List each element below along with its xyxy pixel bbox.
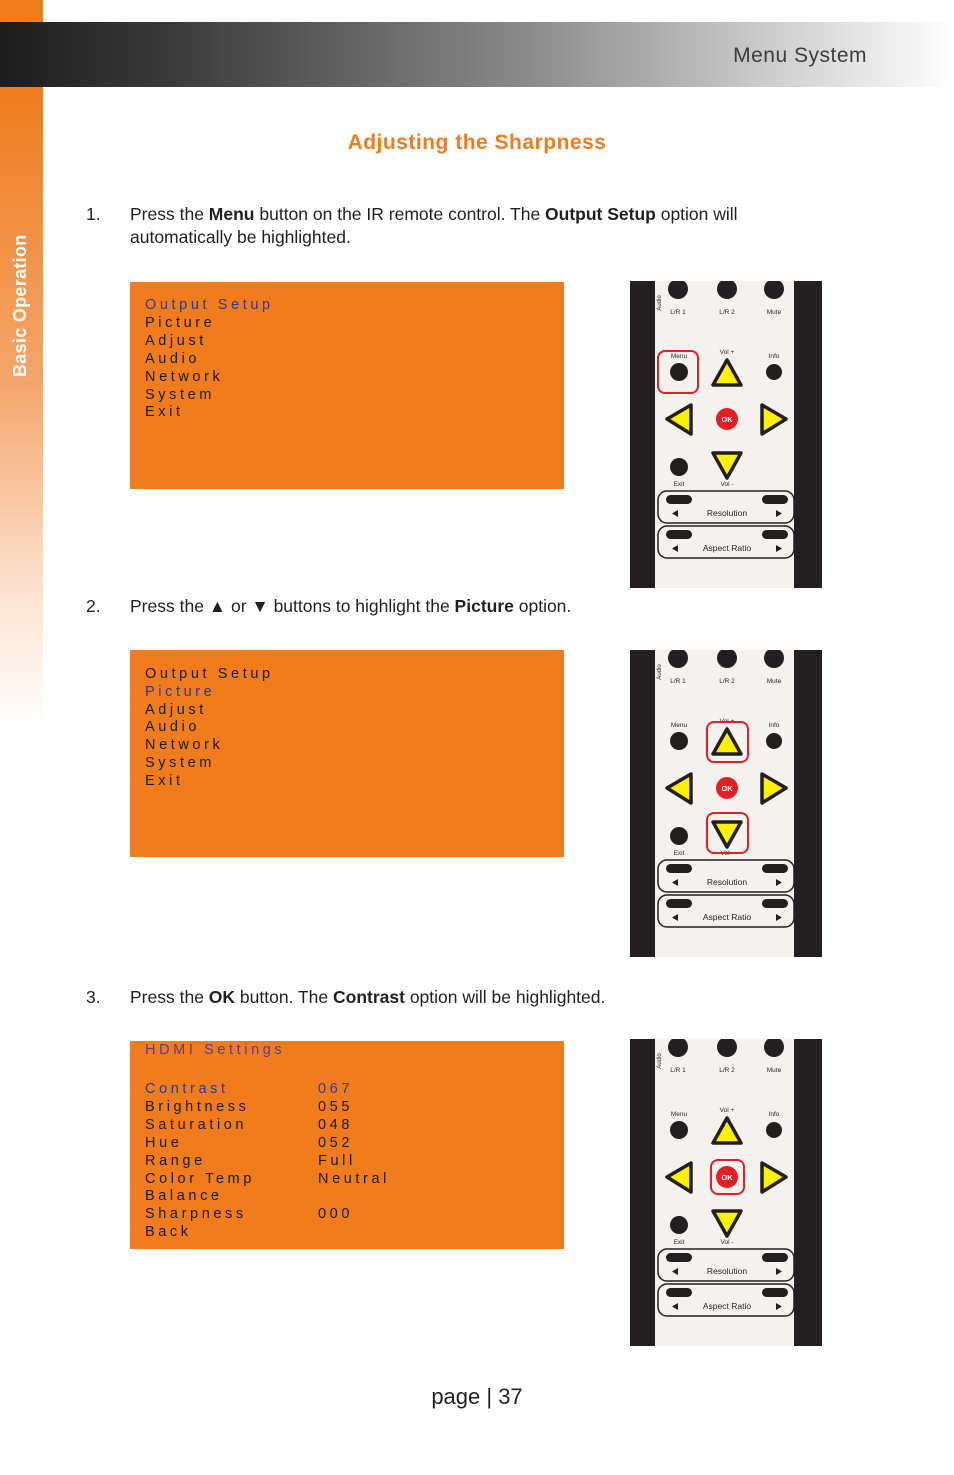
remote-label-lr2: L/R 2 — [719, 1067, 735, 1074]
remote-label-lr1: L/R 1 — [670, 309, 686, 316]
setting-label: Contrast — [145, 1081, 229, 1097]
setting-label: Balance — [145, 1188, 223, 1204]
step-number: 1. — [86, 204, 101, 224]
remote-label-exit: Exit — [673, 481, 685, 488]
remote-label-mute: Mute — [766, 1067, 782, 1074]
remote-svg — [630, 281, 822, 588]
setting-label: Color Temp — [145, 1171, 255, 1187]
screen-title: HDMI Settings — [145, 1042, 286, 1058]
remote-button — [762, 864, 788, 873]
menu-item: Adjust — [145, 702, 207, 718]
header-title: Menu System — [733, 44, 867, 67]
bold-term: Contrast — [333, 987, 405, 1007]
remote-label-mute: Mute — [766, 678, 782, 685]
menu-item: Network — [145, 737, 224, 753]
remote-menu-button — [670, 1121, 688, 1139]
menu-item: System — [145, 387, 215, 403]
remote-button — [666, 864, 692, 873]
remote-control-image — [630, 1039, 822, 1346]
remote-label-ok: OK — [721, 784, 733, 793]
remote-menu-button — [670, 732, 688, 750]
remote-label-lr2: L/R 2 — [719, 309, 735, 316]
sidebar-tab — [0, 87, 43, 732]
text-span: option will be highlighted. — [404, 987, 606, 1007]
remote-label-ok: OK — [721, 1173, 733, 1182]
remote-button — [666, 1288, 692, 1297]
step-text — [130, 595, 830, 618]
remote-exit-button — [670, 827, 688, 845]
remote-label-exit: Exit — [673, 1239, 685, 1246]
remote-info-button — [766, 1122, 782, 1138]
remote-label-audio: Audio — [657, 664, 663, 680]
menu-item: Exit — [145, 773, 184, 789]
setting-label: Brightness — [145, 1099, 250, 1115]
remote-label-menu: Menu — [670, 1111, 688, 1118]
remote-label-voldown: Vol - — [720, 481, 734, 488]
remote-body — [655, 1039, 794, 1346]
section-title: Adjusting the Sharpness — [347, 131, 607, 154]
remote-info-button — [766, 364, 782, 380]
remote-label-resolution: Resolution — [706, 1266, 748, 1276]
setting-value: 000 — [318, 1206, 353, 1222]
menu-item: System — [145, 755, 215, 771]
remote-label-audio: Audio — [657, 295, 663, 311]
menu-item: Output Setup — [145, 666, 274, 682]
remote-label-resolution: Resolution — [706, 508, 748, 518]
remote-label-mute: Mute — [766, 309, 782, 316]
remote-body — [655, 650, 794, 957]
page-number: page | 37 — [431, 1384, 523, 1409]
setting-label: Back — [145, 1224, 192, 1240]
remote-control-image — [630, 650, 822, 957]
setting-label: Hue — [145, 1135, 183, 1151]
remote-label-info: Info — [768, 353, 780, 360]
remote-label-menu: Menu — [670, 353, 688, 360]
setting-value: 055 — [318, 1099, 353, 1115]
setting-label: Range — [145, 1153, 206, 1169]
remote-label-aspect: Aspect Ratio — [702, 1301, 752, 1311]
setting-value: Full — [318, 1153, 356, 1169]
menu-screen-2 — [130, 650, 564, 857]
menu-item: Picture — [145, 684, 216, 700]
remote-label-menu: Menu — [670, 722, 688, 729]
text-span: button on the IR remote control. The — [254, 204, 546, 224]
step-text — [130, 203, 830, 249]
step-number: 2. — [86, 596, 101, 616]
remote-label-ok: OK — [721, 415, 733, 424]
text-span: Press the — [130, 204, 209, 224]
remote-button — [762, 1253, 788, 1262]
menu-item: Audio — [145, 719, 201, 735]
remote-body — [655, 281, 794, 588]
remote-label-exit: Exit — [673, 850, 685, 857]
remote-button — [762, 899, 788, 908]
text-span: Press the — [130, 987, 209, 1007]
text-span: Press the ▲ or ▼ buttons to highlight the — [130, 596, 455, 616]
corner-accent — [0, 0, 43, 22]
remote-label-voldown: Vol - — [720, 850, 734, 857]
remote-label-aspect: Aspect Ratio — [702, 543, 752, 553]
setting-label: Saturation — [145, 1117, 248, 1133]
menu-item: Exit — [145, 404, 184, 420]
menu-item: Output Setup — [145, 297, 274, 313]
step-number: 3. — [86, 987, 101, 1007]
step-text — [130, 986, 830, 1009]
bold-term: Output Setup — [545, 204, 656, 224]
bold-term: OK — [208, 987, 236, 1007]
bold-term: Picture — [454, 596, 514, 616]
remote-button — [666, 1253, 692, 1262]
remote-label-aspect: Aspect Ratio — [702, 912, 752, 922]
menu-item: Picture — [145, 315, 216, 331]
text-span: option will automatically be highlighted. — [130, 204, 738, 247]
remote-button — [666, 495, 692, 504]
remote-label-info: Info — [768, 722, 780, 729]
setting-label: Sharpness — [145, 1206, 247, 1222]
bold-term: Menu — [208, 204, 255, 224]
setting-value: 052 — [318, 1135, 353, 1151]
remote-info-button — [766, 733, 782, 749]
text-span: option. — [513, 596, 572, 616]
remote-exit-button — [670, 1216, 688, 1234]
remote-label-lr2: L/R 2 — [719, 678, 735, 685]
remote-button — [666, 530, 692, 539]
remote-button — [762, 530, 788, 539]
menu-screen-1 — [130, 282, 564, 489]
remote-label-audio: Audio — [657, 1053, 663, 1069]
remote-svg — [630, 650, 822, 957]
remote-button — [762, 1288, 788, 1297]
remote-label-info: Info — [768, 1111, 780, 1118]
remote-label-volup: Vol + — [719, 1107, 735, 1114]
menu-item: Adjust — [145, 333, 207, 349]
remote-label-lr1: L/R 1 — [670, 1067, 686, 1074]
hdmi-settings-screen — [130, 1041, 564, 1249]
menu-item: Audio — [145, 351, 201, 367]
remote-exit-button — [670, 458, 688, 476]
setting-value: Neutral — [318, 1171, 390, 1187]
remote-label-volup: Vol + — [719, 718, 735, 725]
remote-button — [666, 899, 692, 908]
remote-control-image — [630, 281, 822, 588]
remote-label-resolution: Resolution — [706, 877, 748, 887]
remote-label-lr1: L/R 1 — [670, 678, 686, 685]
menu-item: Network — [145, 369, 224, 385]
setting-value: 067 — [318, 1081, 353, 1097]
remote-button — [762, 495, 788, 504]
sidebar-label: Basic Operation — [10, 234, 30, 377]
remote-label-volup: Vol + — [719, 349, 735, 356]
text-span: button. The — [235, 987, 333, 1007]
remote-menu-button — [670, 363, 688, 381]
remote-label-voldown: Vol - — [720, 1239, 734, 1246]
setting-value: 048 — [318, 1117, 353, 1133]
remote-svg — [630, 1039, 822, 1346]
